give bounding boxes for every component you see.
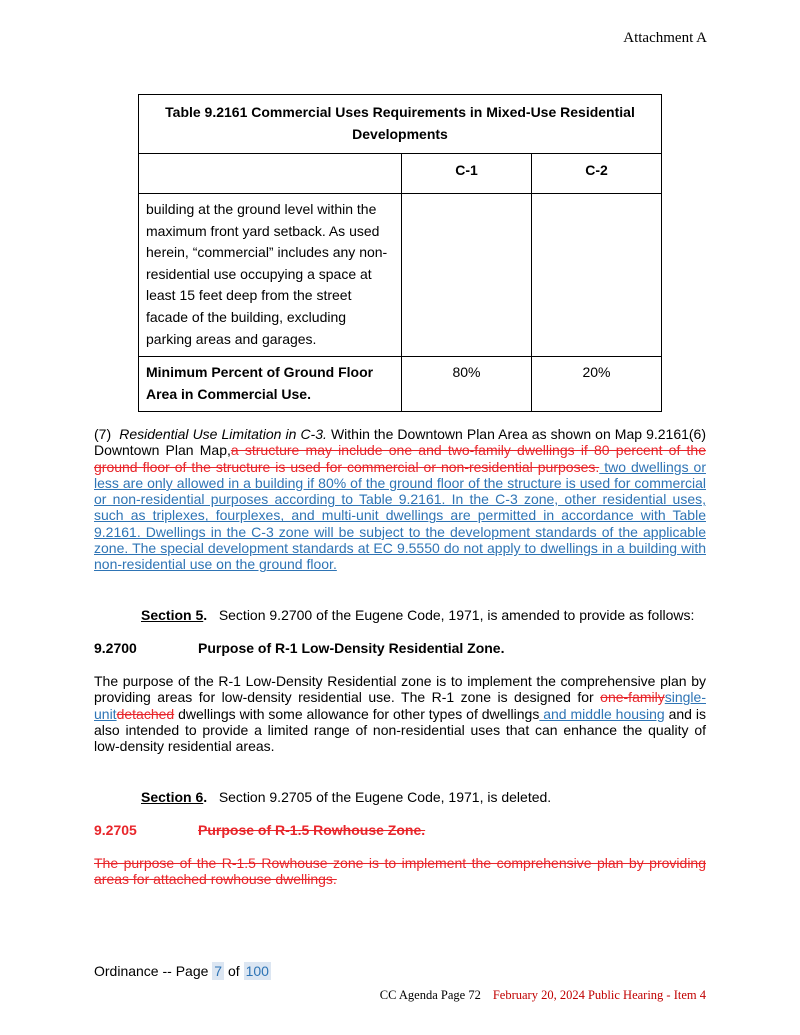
table-cell-c1-value: 80% (402, 357, 532, 412)
r1-text: dwellings with some allowance for other types of dwellings (174, 705, 540, 722)
table-row-label: Minimum Percent of Ground Floor Area in Commercial Use. (139, 357, 402, 412)
r1-inserted-single-unit: single-unit (94, 689, 706, 722)
r1-deleted-detached: detached (116, 705, 175, 722)
r1-purpose-paragraph (94, 673, 706, 754)
heading-title: Purpose of R-1 Low-Density Residential Zone. (198, 640, 505, 656)
para7-inserted-text: two dwellings or less are only allowed in a building if 80% of the ground floor of the structure is used for commercial or non-residential purposes according to Table 9.2161. In the C-3 zone, other residential uses, such as triplexes, fourplexes, and multi-unit dwellings are permitted in accordance with Table 9.2161. Dwellings in the C-3 zone will be subject to the development standards of the applicable zone. The special development standards at EC 9.5550 do not apply to dwellings in a building with non-residential use on the ground floor. (94, 458, 706, 573)
para7-title: Residential Use Limitation in C-3. (119, 426, 327, 442)
table-cell-c2-value: 20% (532, 357, 662, 412)
attachment-label: Attachment A (623, 30, 707, 46)
table-cell-empty (402, 194, 532, 357)
section-6-label: Section 6 (141, 789, 204, 805)
table-header-c2: C-2 (532, 154, 662, 194)
section-5-text: Section 9.2700 of the Eugene Code, 1971, is amended to provide as follows: (218, 607, 695, 623)
agenda-footer (380, 988, 706, 1003)
ordinance-footer (94, 963, 271, 979)
ordinance-label: Ordinance -- Page (94, 963, 209, 979)
para7-number: (7) (94, 426, 112, 442)
section-5-label: Section 5 (141, 607, 204, 623)
r1-deleted-one-family: one-family (600, 689, 665, 706)
table-header-blank (139, 154, 402, 194)
commercial-uses-table (138, 94, 662, 412)
r1-text: The purpose of the R-1 Low-Density Residential zone is to implement the comprehensive plan by providing areas for low-density residential use. The R-1 zone is designed for (94, 673, 706, 706)
heading-title: Purpose of R-1.5 Rowhouse Zone. (198, 822, 426, 838)
table-header-c1: C-1 (402, 154, 532, 194)
agenda-page: CC Agenda Page 72 (379, 988, 481, 1002)
table-row-description: building at the ground level within the maximum front yard setback. As used herein, “commercial” includes any non-residential use occupying a space at least 15 feet deep from the street facade of the building, excluding parking areas and garages. (139, 194, 402, 357)
table-cell-empty (532, 194, 662, 357)
para7-intro: Within the Downtown Plan Area as shown on Map 9.2161(6) Downtown Plan Map, (94, 426, 707, 459)
heading-number: 9.2705 (94, 822, 137, 838)
page-total: 100 (245, 963, 269, 979)
para7-deleted-text: a structure may include one and two-family dwellings if 80 percent of the ground floor of the structure is used for commercial or non-residential purposes. (94, 442, 707, 475)
heading-number: 9.2700 (94, 640, 137, 656)
paragraph-7 (94, 426, 706, 573)
heading-9-2705-deleted (94, 822, 425, 838)
of-label: of (227, 963, 240, 979)
table-title: Table 9.2161 Commercial Uses Requirements in Mixed-Use Residential Developments (139, 95, 662, 154)
section-6-text: Section 9.2705 of the Eugene Code, 1971, is deleted. (218, 789, 552, 805)
heading-9-2700 (94, 640, 504, 656)
r1-inserted-middle-housing: and middle housing (539, 705, 665, 722)
section-6: Section 6. Section 9.2705 of the Eugene Code, 1971, is deleted. (141, 789, 552, 805)
page-number: 7 (214, 963, 223, 979)
section-5: Section 5. Section 9.2700 of the Eugene Code, 1971, is amended to provide as follows: (141, 607, 695, 623)
hearing-label: February 20, 2024 Public Hearing - Item 4 (492, 988, 706, 1002)
r1-text: and is also intended to provide a limited range of non-residential uses that can enhance the quality of low-density residential areas. (94, 705, 706, 755)
r15-purpose-deleted: The purpose of the R-1.5 Rowhouse zone is to implement the comprehensive plan by providing areas for attached rowhouse dwellings. (94, 855, 706, 888)
